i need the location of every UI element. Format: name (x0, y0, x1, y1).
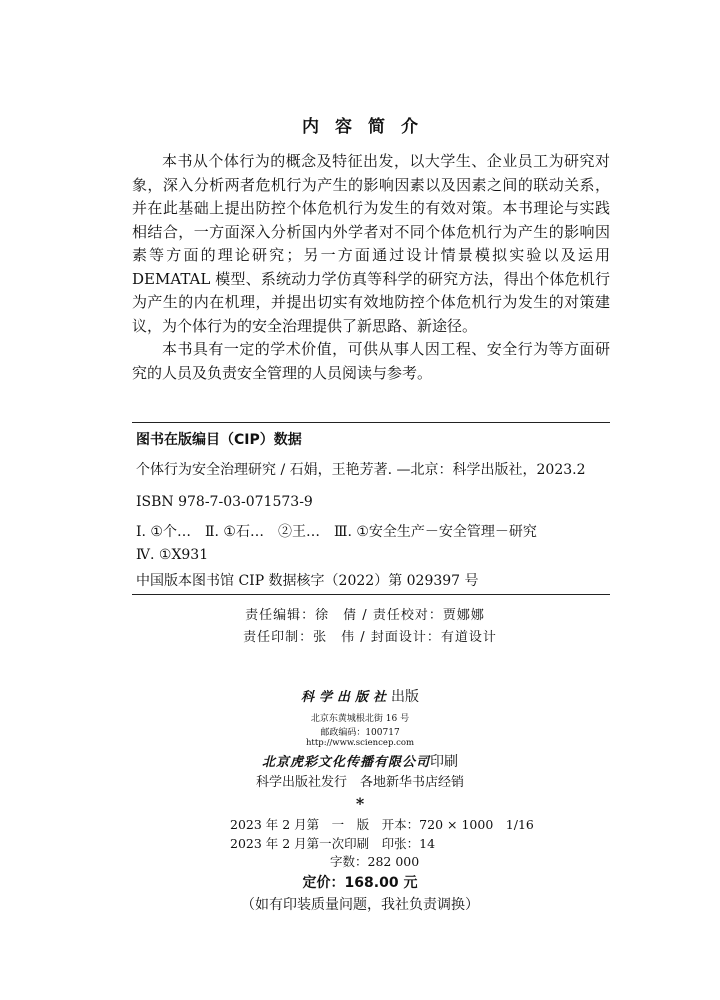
printer-name: 北京虎彩文化传播有限公司 (261, 755, 430, 770)
cip-isbn-line: ISBN 978-7-03-071573-9 (136, 494, 313, 510)
summary-title: 内容简介 (302, 117, 434, 137)
cip-heading: 图书在版编目（CIP）数据 (136, 432, 302, 448)
cip-top-rule (132, 422, 610, 423)
publisher-name: 科学出版社 (300, 690, 391, 705)
publisher-website: http://www.sciencep.com (305, 738, 415, 748)
cip-record-number-line: 中国版本图书馆 CIP 数据核字（2022）第 029397 号 (136, 573, 479, 589)
quality-note: （如有印装质量问题，我社负责调换） (241, 897, 479, 913)
edition-line: 2023 年 2 月第 一 版 开本：720 × 1000 1/16 (230, 817, 534, 832)
publisher-suffix: 出版 (391, 689, 419, 705)
responsible-editors-line: 责任编辑：徐 倩 / 责任校对：贾娜娜 (245, 608, 485, 623)
distribution-line: 科学出版社发行 各地新华书店经销 (255, 775, 464, 790)
cip-classification-line: Ⅳ. ①X931 (136, 547, 209, 563)
cip-bottom-rule (132, 594, 610, 595)
price: 定价：168.00 元 (302, 875, 418, 891)
summary-body (132, 150, 610, 385)
cip-title-line: 个体行为安全治理研究 / 石娟，王艳芳著. —北京：科学出版社，2023.2 (136, 462, 586, 478)
publisher-line (0, 686, 720, 706)
separator-star: * (355, 794, 365, 813)
printer-line (0, 751, 720, 771)
responsible-printing-line: 责任印制：张 伟 / 封面设计：有道设计 (243, 630, 497, 645)
word-count: 字数：282 000 (330, 854, 420, 869)
printing-line: 2023 年 2 月第一次印刷 印张：14 (230, 836, 436, 851)
summary-paragraph-2: 本书具有一定的学术价值，可供从事人因工程、安全行为等方面研究的人员及负责安全管理的人员阅读与参考。 (132, 340, 610, 382)
publisher-address: 北京东黄城根北街 16 号 (310, 714, 410, 724)
cip-subject-line: Ⅰ. ①个… Ⅱ. ①石… ②王… Ⅲ. ①安全生产－安全管理－研究 (136, 524, 537, 540)
summary-paragraph-1: 本书从个体行为的概念及特征出发，以大学生、企业员工为研究对象，深入分析两者危机行为产生的影响因素以及因素之间的联动关系，并在此基础上提出防控个体危机行为发生的有效对策。本书理论与实践相结合，一方面深入分析国内外学者对不同个体危机行为产生的影响因素等方面的理论研究；另一方面通过设计情景模拟实验以及运用 DEMATAL 模型、系统动力学仿真等科学的研究方法，得出个体危机行为产生的内在机理，并提出切实有效地防控个体危机行为发生的对策建议，为个体行为的安全治理提供了新思路、新途径。 (132, 152, 610, 335)
publisher-postcode: 邮政编码：100717 (320, 728, 400, 738)
printer-suffix: 印刷 (430, 754, 458, 770)
